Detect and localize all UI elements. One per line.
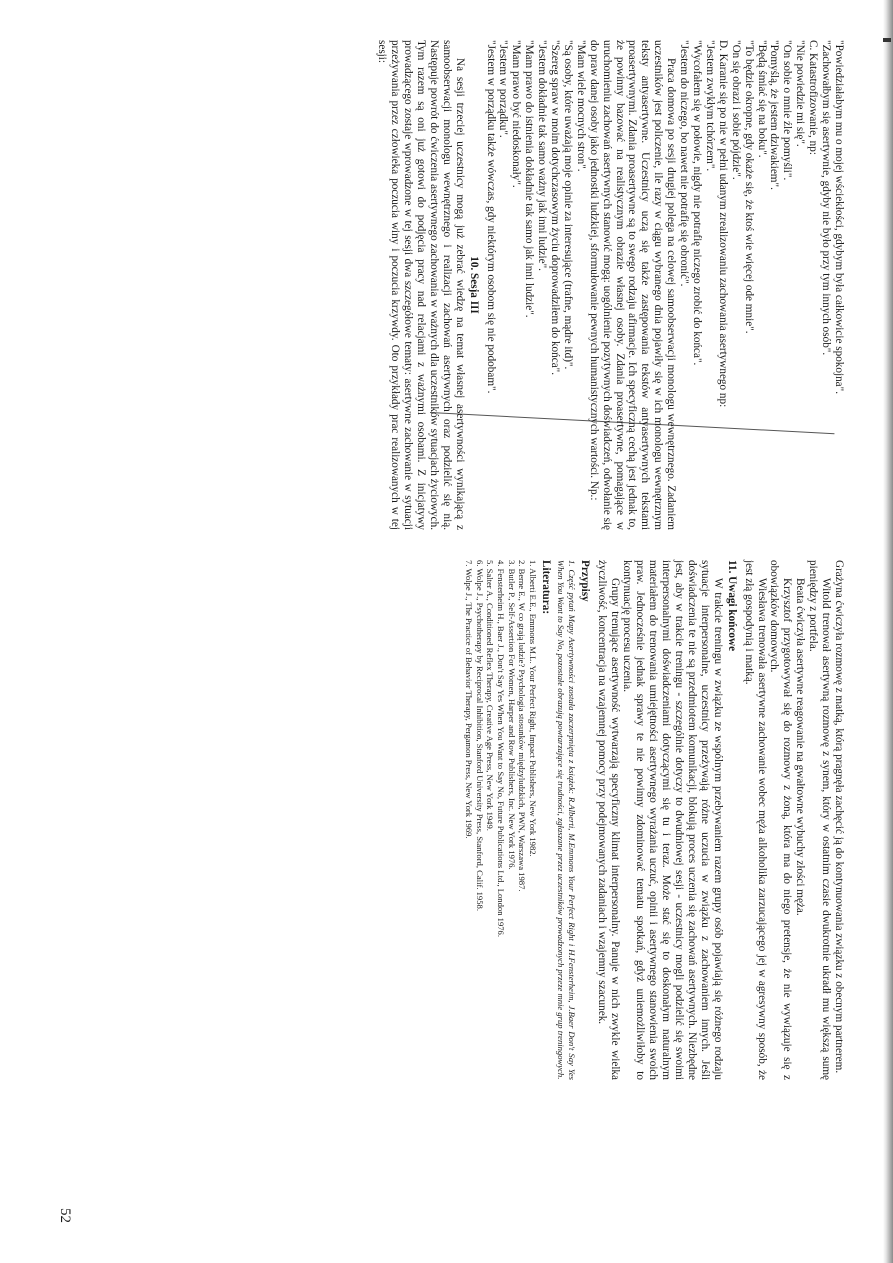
final-heading: 11. Uwagi końcowe <box>725 560 738 652</box>
text-line: "Mam prawo do istnienia dokładnie tak samo jak inni ludzie". <box>523 40 536 318</box>
text-line: "Wycofałem się w połowie, nigdy nie potrafię niczego zrobić do końca". <box>691 40 704 366</box>
literature-item: 2. Berne E., W co grają ludzie? Psychologia stosunków międzyludzkich, PWN, Warszawa 1987. <box>517 560 528 892</box>
example-paragraph: Grażyna ćwiczyła rozmowę z matką, którą pragnęła zachęcić ją do kontynuowania związku z obecnym partnerem. <box>833 560 845 1074</box>
session-heading: 10. Sesja III <box>467 256 480 314</box>
right-paragraphs <box>742 560 845 1080</box>
text-line: C. Katastrofizowanie, np: <box>807 40 820 155</box>
text-line: Praca domowa po sesji drugiej polega na celowej samoobserwacji monologu wewnętrznego. Zadaniem uczestników jest policzenie, ile razy w ciągu wybranego dnia pojawiły się w ich monologu wewnętrznym teksty antyasertywne. Uczestnicy uczą się także zastępowania tekstów antyasertywnych tekstami proasertywnymi. Zdania proasertywne są to swego rodzaju afirmacje. Ich specyficzną cechą jest jednak to, że powinny bazować na realistycznym obrazie własnej osoby. Zdania proasertywne, pomagające w uruchomieniu zachowań asertywnych stanowić mogą: uogólnienie pozytywnych doświadczeń, odwołanie się do praw danej osoby jako jednostki ludzkiej, sformułowanie pewnych humanistycznych wartości. Np.: <box>587 40 678 530</box>
text-line: "To będzie okropne, gdy okaże się, że ktoś wie więcej ode mnie". <box>742 40 755 334</box>
text-line: "Jestem dokładnie tak samo ważny jak inni ludzie". <box>536 40 549 271</box>
example-paragraph: Witold trenował asertywną rozmowę z synem, który w ostatnim czasie dwukrotnie ukradł mu większą sumę pieniędzy z portfela. <box>807 560 833 1080</box>
text-line: "Powiedziałabym mu o mojej wściekłości, gdybym była całkowicie spokojna". <box>833 40 845 395</box>
text-line: "Jestem do niczego, bo nawet nie potrafię się obronić". <box>678 40 691 287</box>
footnote: 1. Część pytań Mapy Asertywności została zaczerpnięta z książek: R.Alberti, M.Emmons Your Perfect Right i H.Fensterheim, J.Baer Don't Say Yes When You Want to Say No, pozostałe obrazują powtarzające się trudności, zgłaszane przez uczestników prowadzonych przeze mnie grup treningowych. <box>556 560 577 1080</box>
notes-heading: Przypisy <box>578 560 591 602</box>
session-paragraph: Na sesji trzeciej uczestnicy mogą już zebrać wiedzę na temat własnej asertywności wynikającą z samoobserwacji monologu wewnętrznego i realizacji zachowań asertywnych oraz podzielić się nią. Następuje powrót do ćwiczenia asertywnego zachowania w ważnych dla uczestników sytuacjach życiowych. Tym razem są oni już gotowi do podjęcia pracy nad relacjami z ważnymi osobami. Z inicjatywy prowadzącego zostaje wprowadzone w tej sesji dwa szczegółowe tematy: asertywne zachowanie w sytuacji przeżywania przez człowieka poczucia winy i poczucia krzywdy. Oto przykłady prac realizowanych w tej sesji: <box>376 40 466 530</box>
text-line: "Mam wiele mocnych stron". <box>574 40 587 172</box>
left-column <box>375 40 845 530</box>
text-line: "Jestem w porządku". <box>497 40 510 138</box>
text-line: D. Karanie się po nie w pełni udanym zrealizowaniu zachowania asertywnego np: <box>716 40 729 408</box>
text-line: "On się obrazi i sobie pójdzie". <box>729 40 742 180</box>
literature-heading: Literatura: <box>539 560 552 615</box>
example-paragraph: Wiesława trenowała asertywne zachowanie wobec męża alkoholika zarzucającego jej w agresywny sposób, że jest złą gospodynią i matką. <box>742 560 768 1080</box>
text-line: "Będą śmiać się na boku". <box>755 40 768 158</box>
example-paragraph: Beata ćwiczyła asertywne reagowanie na gwałtowne wybuchy złości męża. <box>794 578 807 916</box>
text-line: "Pomyślą, że jestem dziwakiem". <box>768 40 781 190</box>
text-line: "Jestem w porządku także wówczas, gdy niektórym osobom się nie podobam". <box>484 40 497 394</box>
literature-item: 5. Salter A., Conditioned Reflex Therapy, Creative Age Press, New York 1949. <box>485 560 496 831</box>
literature-item: 6. Wolpe J., Psychotherapy by Reciprocal Inhibition, Stanford University Press, Stanford, Calif. 1958. <box>474 560 485 911</box>
example-paragraph: Krzysztof przygotowywał się do rozmowy z żoną, która ma do niego pretensje, że nie wywiązuje się z obowiązków domowych. <box>768 560 794 1080</box>
text-line: "Jestem zwykłym tchórzem". <box>703 40 716 172</box>
text-line: "On sobie o mnie źle pomyśli". <box>781 40 794 181</box>
final-paragraph-2: Grupy trenujące asertywność wytwarzają specyficzny klimat interpersonalny. Panuje w nich zwykle wielka życzliwość, koncentracja na wzajemnej pomocy przy podejmowanych zadaniach i wzajemny szacunek. <box>595 560 621 1080</box>
literature-item: 4. Fensterheim H., Baer J., Don't Say Yes When You Want to Say No, Future Publications Ltd., London 1976. <box>496 560 506 937</box>
text-line: "Są osoby, które uważają moje opinie za interesujące (trafne, mądre itd)". <box>561 40 574 370</box>
text-line: "Szereg spraw w moim dotychczasowym życiu doprowadziłem do końca". <box>549 40 562 376</box>
final-paragraph-1: W trakcie treningu w związku ze wspólnym przebywaniem razem grupy osób pojawiają się różnego rodzaju sytuacje interpersonalne, uczestnicy przeżywają różne uczucia w związku z zachowaniem innych. Jeśli doświadczenia te nie są przedmiotem komunikacji, blokują proces uczenia się zachowań asertywnych. Niezbędne jest, aby w trakcie treningu - szczególnie dotyczy to dwudniowej sesji - uczestnicy mogli podzielić się swoimi interpersonalnymi doświadczeniami dotyczącymi się tu i teraz. Może stać się to doskonałym naturalnym materiałem do trenowania umiejętności asertywnego wyrażania uczuć, opinii i asertywnego stanowienia swoich praw. Jednocześnie jednak sprawy te nie powinny zdominować tematu spotkań, gdyż uniemożliwiłoby to kontynuację procesu uczenia. <box>621 560 724 1080</box>
text-line: "Nie powiedzie mi się". <box>794 40 807 147</box>
literature-item: 1. Alberti E.E., Emmons M.L. Your Perfect Right, Impact Publishers, New York 1982. <box>527 560 538 857</box>
text-line: "Zachowałbym się asertywnie, gdyby nie było przy tym innych osób". <box>820 40 833 356</box>
literature-item: 7. Wolpe J., The Practice of Behavior Therapy, Pergamon Press, New York 1969. <box>464 560 475 839</box>
literature-item: 3. Butler P., Self-Assertion For Women, Harper and Row Publishers, Inc. New York 1976. <box>506 560 517 870</box>
left-paragraphs <box>484 40 845 530</box>
right-column <box>464 560 845 1080</box>
literature-list <box>464 560 538 1080</box>
page-number: 52 <box>57 1208 73 1223</box>
text-line: "Mam prawo być niedoskonały". <box>510 40 523 188</box>
